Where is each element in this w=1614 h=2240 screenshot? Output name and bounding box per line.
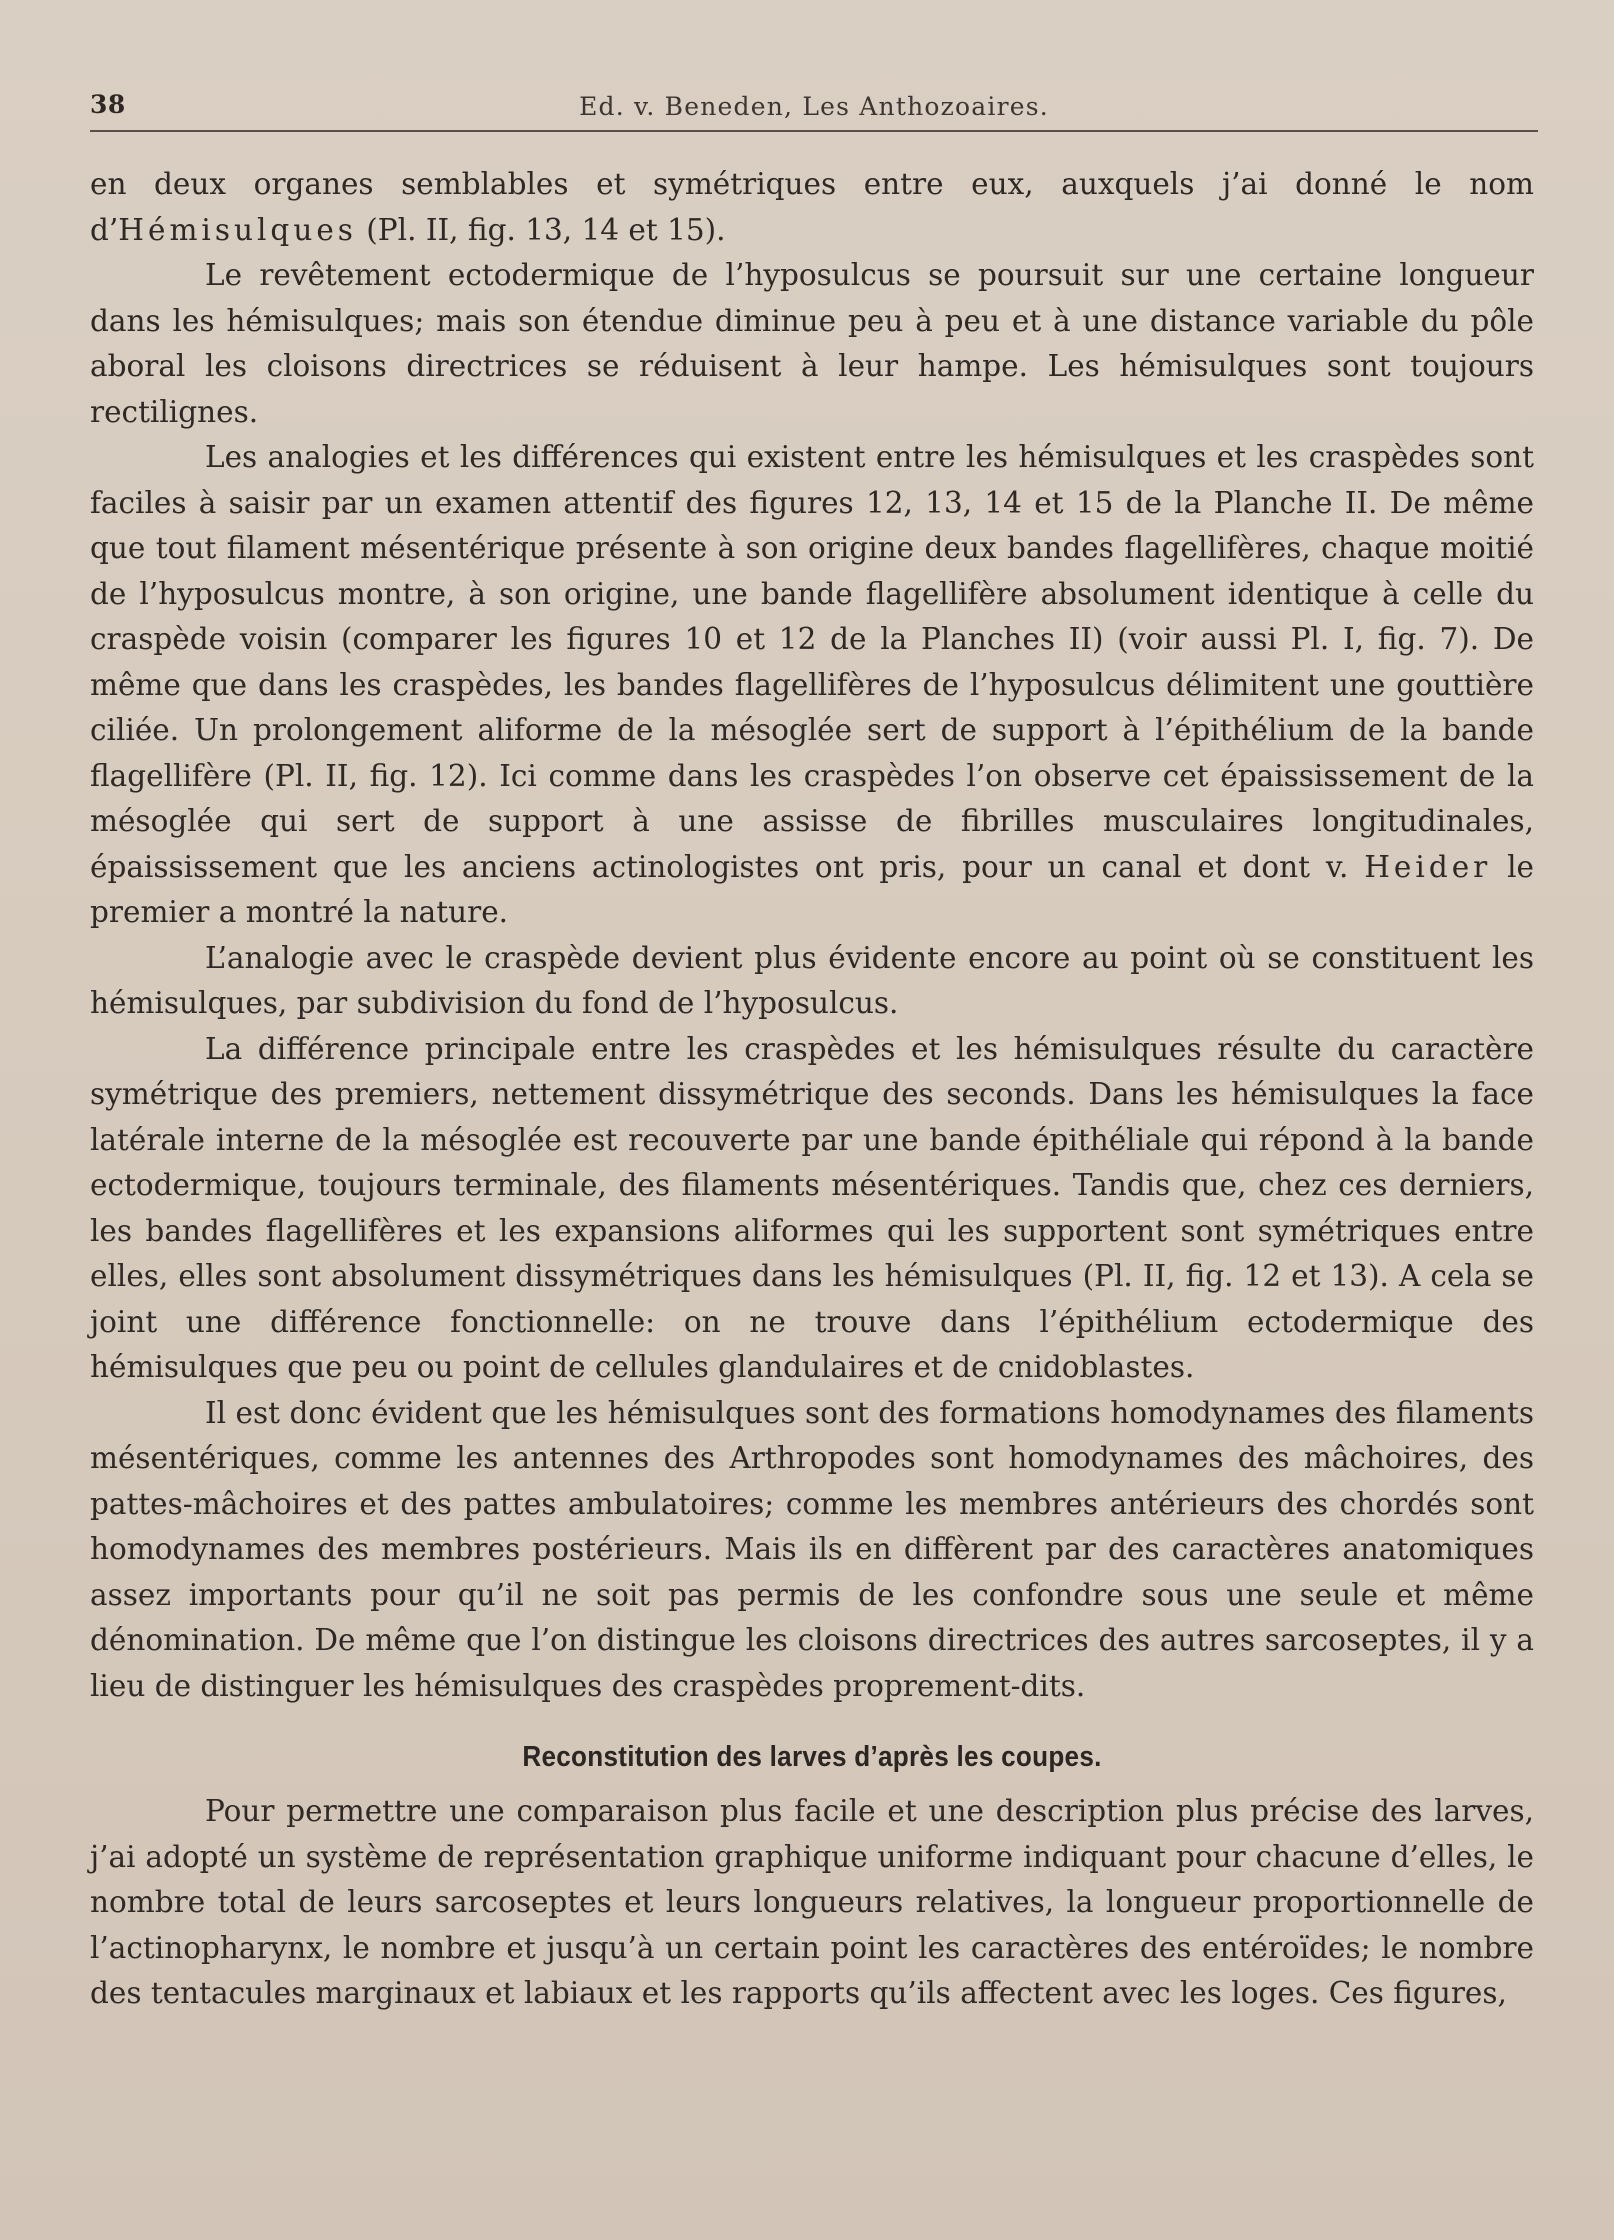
page-number: 38 — [90, 90, 126, 119]
paragraph-3 — [90, 435, 1534, 936]
paragraph-3-text: Les analogies et les différences qui existent entre les hémisulques et les craspèdes sont faciles à saisir par un examen attentif des figures 12, 13, 14 et 15 de la Planche II. De même que tout filament mésentérique présente à son origine deux bandes flagellifères, chaque moitié de l’hyposulcus montre, à son origine, une bande flagellifère absolument identique à celle du craspède voisin (comparer les figures 10 et 12 de la Planches II) (voir aussi Pl. I, fig. 7). De même que dans les craspèdes, les bandes flagellifères de l’hyposulcus délimitent une gouttière ciliée. Un prolongement aliforme de la mésoglée sert de support à l’épithélium de la bande flagellifère (Pl. II, fig. 12). Ici comme dans les craspèdes l’on observe cet épaississement de la mésoglée qui sert de support à une assisse de fibrilles musculaires longitudinales, épaississement que les anciens actinologistes ont pris, pour un canal et dont v. — [90, 440, 1534, 884]
page-header — [90, 90, 1538, 132]
hemisulques-term: Hémisulques — [118, 212, 357, 247]
body-text — [90, 162, 1534, 2017]
paragraph-3-text-end: le premier a montré la nature. — [90, 849, 1534, 929]
paragraph-1 — [90, 162, 1534, 253]
paragraph-7: Pour permettre une comparaison plus facile et une description plus précise des larves, j’ai adopté un système de représentation graphique uniforme indiquant pour chacune d’elles, le nombre total de leurs sarcoseptes et leurs longueurs relatives, la longueur proportionnelle de l’actinopharynx, le nombre et jusqu’à un certain point les caractères des entéroïdes; le nombre des tentacules marginaux et labiaux et les rapports qu’ils affectent avec les loges. Ces figures, — [90, 1794, 1534, 2010]
paragraph-1-text: en deux organes semblables et symétriques entre eux, auxquels j’ai donné le nom d’ — [90, 167, 1534, 247]
author-name-heider: Heider — [1364, 849, 1492, 884]
paragraph-4: L’analogie avec le craspède devient plus évidente encore au point où se constituent les hémisulques, par subdivision du fond de l’hyposulcus. — [90, 940, 1534, 1020]
section-heading: Reconstitution des larves d’après les coupes. — [522, 1741, 1102, 1773]
running-head: Ed. v. Beneden, Les Anthozoaires. — [579, 92, 1049, 121]
paragraph-6: Il est donc évident que les hémisulques sont des formations homodynames des filaments mésentériques, comme les antennes des Arthropodes sont homodynames des mâchoires, des pattes-mâchoires et des pattes ambulatoires; comme les membres antérieurs des chordés sont homodynames des membres postérieurs. Mais ils en diffèrent par des caractères anatomiques assez importants pour qu’il ne soit pas permis de les confondre sous une seule et même dénomination. De même que l’on distingue les cloisons directrices des autres sarcoseptes, il y a lieu de distinguer les hémisulques des craspèdes proprement-dits. — [90, 1395, 1534, 1703]
paragraph-5: La différence principale entre les craspèdes et les hémisulques résulte du caractère symétrique des premiers, nettement dissymétrique des seconds. Dans les hémisulques la face latérale interne de la mésoglée est recouverte par une bande épithéliale qui répond à la bande ectodermique, toujours terminale, des filaments mésentériques. Tandis que, chez ces derniers, les bandes flagellifères et les expansions aliformes qui les supportent sont symétriques entre elles, elles sont absolument dissymétriques dans les hémisulques (Pl. II, fig. 12 et 13). A cela se joint une différence fonctionnelle: on ne trouve dans l’épithélium ectodermique des hémisulques que peu ou point de cellules glandulaires et de cnidoblastes. — [90, 1031, 1534, 1384]
paragraph-2: Le revêtement ectodermique de l’hyposulcus se poursuit sur une certaine longueur dans les hémisulques; mais son étendue diminue peu à peu et à une distance variable du pôle aboral les cloisons directrices se réduisent à leur hampe. Les hémisulques sont toujours rectilignes. — [90, 258, 1534, 429]
paragraph-1-text-end: (Pl. II, fig. 13, 14 et 15). — [356, 212, 726, 247]
